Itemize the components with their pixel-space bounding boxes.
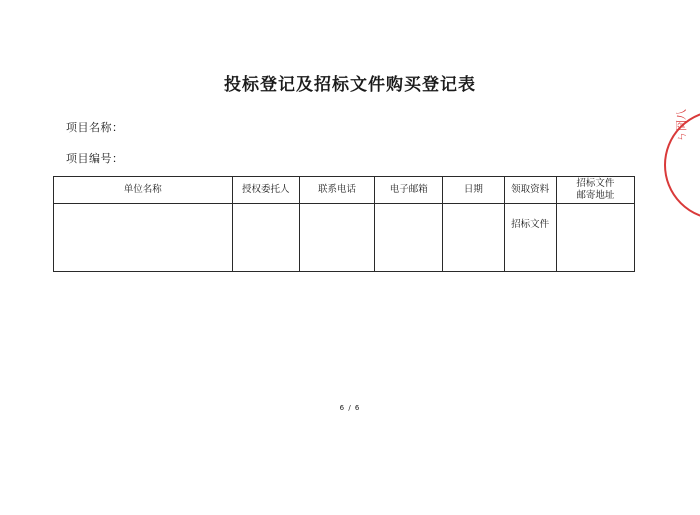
project-name-label: 项目名称： [66,121,124,134]
page-title: 投标登记及招标文件购买登记表 [224,75,476,95]
table-row [54,204,635,272]
cell-mailing-address [556,204,634,272]
header-authorized-agent: 授权委托人 [232,177,299,204]
project-code-label: 项目编号： [66,152,124,165]
header-materials-received: 领取资料 [504,177,556,204]
header-date: 日期 [443,177,504,204]
seal-text: ㄣ冏八 [675,109,688,142]
page-number: 6 / 6 [339,404,361,412]
header-unit-name: 单位名称 [54,177,233,204]
cell-phone [299,204,374,272]
cell-unit-name [54,204,233,272]
cell-email [375,204,443,272]
cell-date [443,204,504,272]
cell-authorized-agent [232,204,299,272]
table-header-row [54,177,635,204]
header-phone: 联系电话 [299,177,374,204]
cell-materials-received: 招标文件 [504,204,556,272]
header-mailing-address: 招标文件 邮寄地址 [556,177,634,204]
registration-table [53,176,635,272]
header-email: 电子邮箱 [375,177,443,204]
